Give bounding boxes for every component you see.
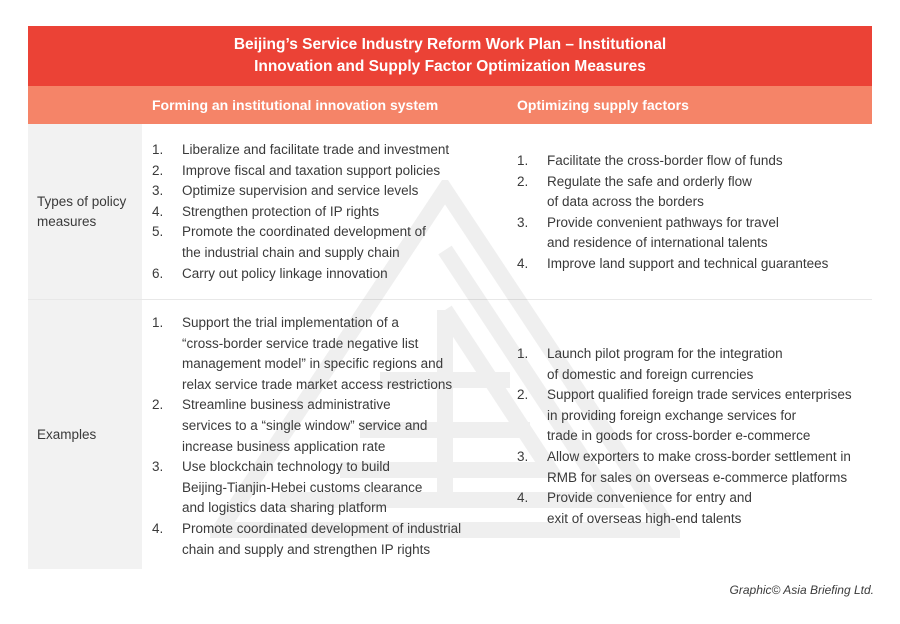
list-item <box>152 519 502 560</box>
list-item-text: Carry out policy linkage innovation <box>182 265 388 281</box>
list-item-text: and residence of international talents <box>547 235 768 251</box>
list-item-text: in providing foreign exchange services for <box>547 407 797 423</box>
list-item-text: trade in goods for cross-border e-commerce <box>547 428 811 444</box>
list-item-text: Provide convenient pathways for travel <box>547 214 779 230</box>
list-examples-supply <box>517 344 867 529</box>
list-item-text: Facilitate the cross-border flow of funds <box>547 153 783 168</box>
list-item-text: Streamline business administrative <box>182 397 391 413</box>
list-item-text: Provide convenience for entry and <box>547 490 752 506</box>
list-examples-institutional <box>152 313 502 560</box>
list-item <box>152 202 492 223</box>
list-item-number: 2. <box>152 397 164 413</box>
list-item <box>152 313 502 395</box>
list-item-text: services to a “single window” service and <box>182 417 428 433</box>
list-item-number: 3. <box>517 448 529 464</box>
row-body <box>142 124 872 299</box>
row-label-line: Types of policy <box>37 193 127 209</box>
list-item-number: 3. <box>517 214 529 230</box>
list-item <box>152 181 492 202</box>
list-item-number: 4. <box>517 255 529 271</box>
list-item-text: Strengthen protection of IP rights <box>182 203 380 219</box>
list-item <box>517 447 867 488</box>
list-item-text: Liberalize and facilitate trade and investment <box>182 142 450 157</box>
list-item <box>517 344 867 385</box>
list-item <box>152 264 492 285</box>
list-item-text: RMB for sales on overseas e-commerce platforms <box>547 469 848 485</box>
list-item <box>517 213 867 254</box>
list-item-text: Promote the coordinated development of <box>182 224 426 240</box>
list-item-text: “cross-border service trade negative list <box>182 335 419 351</box>
list-item <box>517 385 867 447</box>
list-item-text: chain and supply and strengthen IP rights <box>182 541 431 557</box>
list-item-text: and logistics data sharing platform <box>182 500 387 516</box>
list-item-number: 2. <box>152 162 164 178</box>
table-row-examples <box>28 299 872 569</box>
list-item-text: Beijing-Tianjin-Hebei customs clearance <box>182 479 423 495</box>
list-item-number: 3. <box>152 459 164 475</box>
column-header-row <box>28 86 872 124</box>
list-item <box>517 172 867 213</box>
table-title <box>28 26 872 86</box>
list-item <box>152 457 502 519</box>
list-item-text: the industrial chain and supply chain <box>182 244 400 260</box>
list-item-number: 3. <box>152 183 164 199</box>
row-body <box>142 300 872 569</box>
list-item-text: management model” in specific regions and <box>182 356 444 372</box>
list-item-text: increase business application rate <box>182 438 386 454</box>
list-item-text: Support qualified foreign trade services enterprises <box>547 387 852 403</box>
list-item <box>152 161 492 182</box>
list-item <box>152 140 492 161</box>
list-item-number: 4. <box>152 520 164 536</box>
list-item-number: 1. <box>517 153 529 168</box>
list-item-text: Promote coordinated development of industrial <box>182 520 462 536</box>
list-item-text: Optimize supervision and service levels <box>182 183 419 199</box>
table-title-line-2: Innovation and Supply Factor Optimization Measures <box>254 58 646 75</box>
list-item <box>517 488 867 529</box>
column-header-institutional: Forming an institutional innovation system <box>152 97 439 113</box>
column-header-supply: Optimizing supply factors <box>517 97 689 113</box>
list-item-number: 5. <box>152 224 164 240</box>
list-item-text: of data across the borders <box>547 194 704 210</box>
graphic-credit: Graphic© Asia Briefing Ltd. <box>729 583 874 597</box>
list-item <box>152 222 492 263</box>
list-item <box>152 395 502 457</box>
list-item <box>517 254 867 275</box>
list-item-text: Use blockchain technology to build <box>182 459 390 475</box>
table-title-line-1: Beijing’s Service Industry Reform Work Plan – Institutional <box>233 36 667 53</box>
list-item-number: 2. <box>517 387 529 403</box>
table-row-types <box>28 124 872 299</box>
list-item-text: Improve land support and technical guarantees <box>547 255 829 271</box>
list-types-supply <box>517 151 867 275</box>
list-item-text: Support the trial implementation of a <box>182 315 399 330</box>
list-item-number: 2. <box>517 173 529 189</box>
list-item-number: 1. <box>517 346 529 361</box>
list-item-text: Allow exporters to make cross-border settlement in <box>547 448 851 464</box>
row-label-line: Examples <box>37 426 97 442</box>
policy-table <box>28 26 872 569</box>
list-types-institutional <box>152 140 492 284</box>
list-item-text: Launch pilot program for the integration <box>547 346 783 361</box>
list-item-text: exit of overseas high-end talents <box>547 510 742 526</box>
list-item-number: 1. <box>152 315 164 330</box>
list-item-number: 4. <box>152 203 164 219</box>
list-item-number: 6. <box>152 265 164 281</box>
list-item-text: of domestic and foreign currencies <box>547 366 754 382</box>
row-label-line: measures <box>37 213 97 229</box>
row-label-types <box>28 124 142 299</box>
list-item-text: Regulate the safe and orderly flow <box>547 173 752 189</box>
list-item-text: Improve fiscal and taxation support policies <box>182 162 441 178</box>
row-label-examples <box>28 300 142 569</box>
list-item-text: relax service trade market access restrictions <box>182 376 453 392</box>
list-item <box>517 151 867 172</box>
list-item-number: 4. <box>517 490 529 506</box>
list-item-number: 1. <box>152 142 164 157</box>
